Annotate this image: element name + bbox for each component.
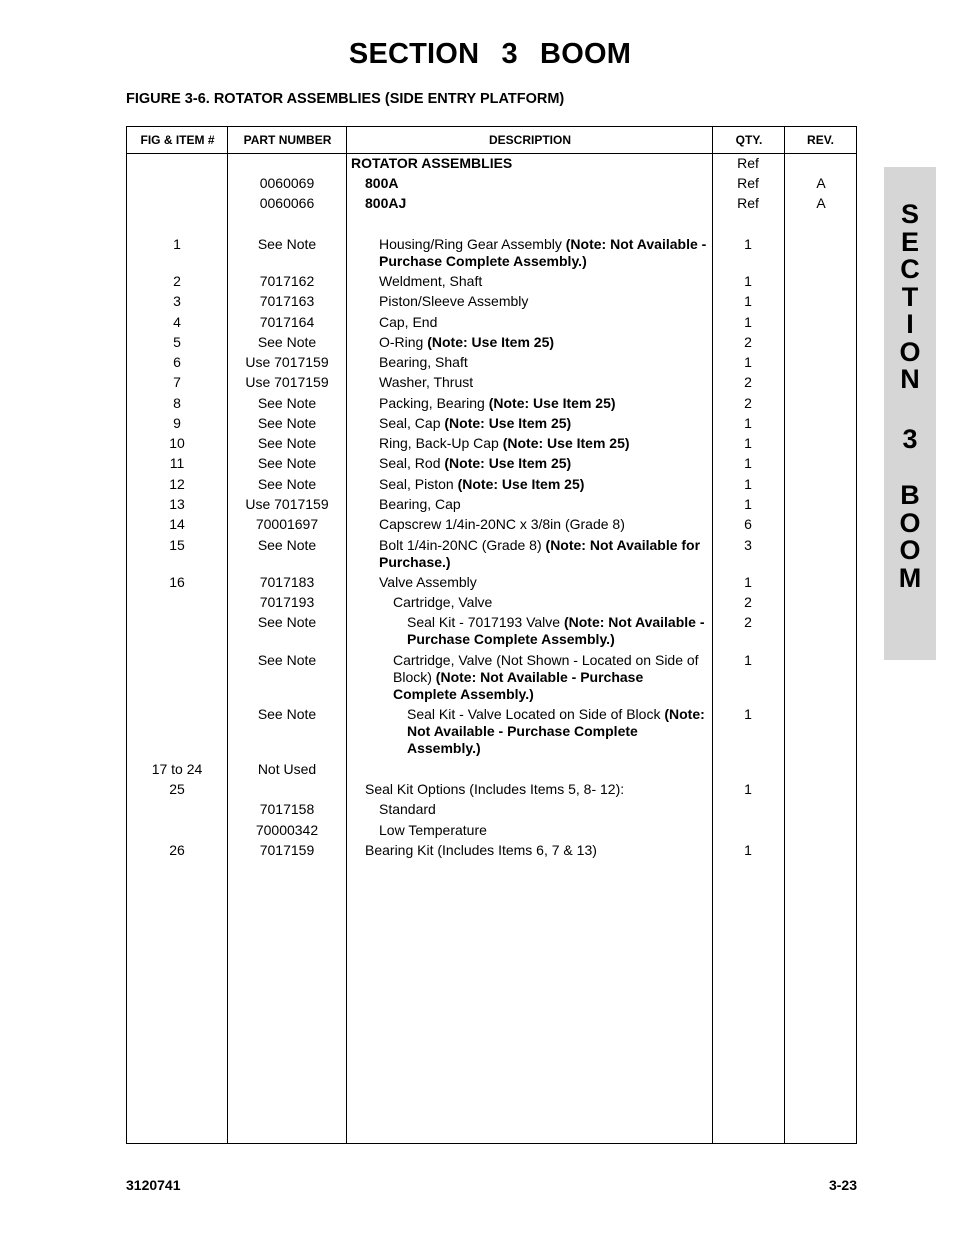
part-number-cell: See Note xyxy=(257,537,317,553)
description-text: Seal Kit - Valve Located on Side of Block xyxy=(407,706,665,722)
column-header-qty: QTY. xyxy=(713,127,785,154)
description-note: (Note: Not Available - Purchase Complete Assembly.) xyxy=(379,236,707,269)
fig-item-cell: 25 xyxy=(169,781,185,797)
column-header-part-number: PART NUMBER xyxy=(228,127,347,154)
part-number-cell: 0060069 xyxy=(259,175,315,191)
qty-cell: 1 xyxy=(744,476,752,492)
part-number-cell: 70000342 xyxy=(255,822,319,838)
fig-item-cell: 8 xyxy=(173,395,181,411)
part-number-cell: 0060066 xyxy=(259,195,315,211)
description-text: Seal Kit Options (Includes Items 5, 8- 12): xyxy=(365,781,625,797)
description-cell xyxy=(351,652,709,703)
description-text: ROTATOR ASSEMBLIES xyxy=(351,155,513,171)
side-tab-letter: O xyxy=(899,508,921,538)
fig-item-cell: 3 xyxy=(173,293,181,309)
rev-cell: A xyxy=(816,195,826,211)
description-cell xyxy=(351,175,709,192)
description-text: Piston/Sleeve Assembly xyxy=(379,293,529,309)
description-note: (Note: Not Available - Purchase Complete Assembly.) xyxy=(407,614,705,647)
section-title: SECTION 3 BOOM xyxy=(348,38,632,70)
description-text: Ring, Back-Up Cap xyxy=(379,435,503,451)
column-divider xyxy=(346,127,347,1143)
description-text: Packing, Bearing xyxy=(379,395,489,411)
description-text: Valve Assembly xyxy=(379,574,477,590)
qty-cell: 2 xyxy=(744,614,752,630)
qty-cell: 1 xyxy=(744,415,752,431)
description-text: Bolt 1/4in-20NC (Grade 8) xyxy=(379,537,546,553)
description-cell xyxy=(351,781,709,798)
side-tab-letter: E xyxy=(900,227,919,257)
description-cell xyxy=(351,574,709,591)
qty-cell: 1 xyxy=(744,496,752,512)
fig-item-cell: 14 xyxy=(169,516,185,532)
part-number-cell: 7017183 xyxy=(259,574,315,590)
description-cell xyxy=(351,374,709,391)
description-cell xyxy=(351,801,709,818)
description-text: Seal Kit - 7017193 Valve xyxy=(407,614,564,630)
part-number-cell: See Note xyxy=(257,334,317,350)
side-tab-letter: O xyxy=(899,535,921,565)
description-cell xyxy=(351,334,709,351)
fig-item-cell: 5 xyxy=(173,334,181,350)
qty-cell: 1 xyxy=(744,652,752,668)
fig-item-cell: 16 xyxy=(169,574,185,590)
part-number-cell: 7017158 xyxy=(259,801,315,817)
part-number-cell: Not Used xyxy=(257,761,317,777)
part-number-cell: See Note xyxy=(257,652,317,668)
description-cell xyxy=(351,614,709,648)
qty-cell: 1 xyxy=(744,574,752,590)
fig-item-cell: 2 xyxy=(173,273,181,289)
description-text: Standard xyxy=(379,801,436,817)
fig-item-cell: 12 xyxy=(169,476,185,492)
column-divider xyxy=(784,127,785,1143)
part-number-cell: See Note xyxy=(257,476,317,492)
qty-cell: 2 xyxy=(744,334,752,350)
description-text: Cap, End xyxy=(379,314,438,330)
fig-item-cell: 9 xyxy=(173,415,181,431)
qty-cell: 2 xyxy=(744,395,752,411)
part-number-cell: 7017159 xyxy=(259,842,315,858)
qty-cell: Ref xyxy=(737,155,759,171)
qty-cell: 1 xyxy=(744,706,752,722)
side-tab-letter: B xyxy=(900,480,920,510)
figure-title: FIGURE 3-6. ROTATOR ASSEMBLIES (SIDE ENTRY PLATFORM) xyxy=(126,91,565,107)
qty-cell: 1 xyxy=(744,842,752,858)
description-cell xyxy=(351,706,709,757)
fig-item-cell: 1 xyxy=(173,236,181,252)
description-note: (Note: Use Item 25) xyxy=(444,455,572,471)
description-text: Bearing Kit (Includes Items 6, 7 & 13) xyxy=(365,842,597,858)
part-number-cell: 7017162 xyxy=(259,273,315,289)
parts-table xyxy=(126,126,857,1144)
description-text: Cartridge, Valve xyxy=(393,594,493,610)
side-tab-letter: T xyxy=(901,282,919,312)
side-tab-letter: S xyxy=(900,199,919,229)
page-number: 3-23 xyxy=(828,1177,857,1193)
column-header-description: DESCRIPTION xyxy=(347,127,713,154)
description-cell xyxy=(351,236,709,270)
qty-cell: Ref xyxy=(737,195,759,211)
description-text: Seal, Rod xyxy=(379,455,445,471)
qty-cell: 6 xyxy=(744,516,752,532)
description-cell xyxy=(351,293,709,310)
part-number-cell: See Note xyxy=(257,236,317,252)
fig-item-cell: 6 xyxy=(173,354,181,370)
description-cell xyxy=(351,842,709,859)
description-note: (Note: Use Item 25) xyxy=(427,334,555,350)
description-cell xyxy=(351,537,709,571)
fig-item-cell: 11 xyxy=(169,455,185,471)
part-number-cell: See Note xyxy=(257,614,317,630)
part-number-cell: 7017163 xyxy=(259,293,315,309)
description-cell xyxy=(351,273,709,290)
description-text: Bearing, Cap xyxy=(379,496,461,512)
part-number-cell: Use 7017159 xyxy=(245,374,329,390)
side-tab-letter: M xyxy=(898,563,922,593)
description-note: (Note: Use Item 25) xyxy=(488,395,616,411)
description-text: 800A xyxy=(365,175,399,191)
side-tab-letter: O xyxy=(899,337,921,367)
description-text: Seal, Cap xyxy=(379,415,445,431)
qty-cell: 1 xyxy=(744,435,752,451)
fig-item-cell: 26 xyxy=(169,842,185,858)
description-text: Low Temperature xyxy=(379,822,487,838)
rev-cell: A xyxy=(816,175,826,191)
part-number-cell: 7017164 xyxy=(259,314,315,330)
part-number-cell: See Note xyxy=(257,415,317,431)
description-cell xyxy=(351,155,709,172)
description-note: (Note: Use Item 25) xyxy=(444,415,572,431)
description-cell xyxy=(351,195,709,212)
qty-cell: 2 xyxy=(744,374,752,390)
description-text: Housing/Ring Gear Assembly xyxy=(379,236,566,252)
qty-cell: 1 xyxy=(744,781,752,797)
qty-cell: 1 xyxy=(744,455,752,471)
description-cell xyxy=(351,516,709,533)
description-text: Cartridge, Valve (Not Shown - Located on Side of Block) xyxy=(393,652,699,685)
part-number-cell: 7017193 xyxy=(259,594,315,610)
description-text: 800AJ xyxy=(365,195,407,211)
description-cell xyxy=(351,594,709,611)
description-text: Weldment, Shaft xyxy=(379,273,483,289)
qty-cell: 1 xyxy=(744,314,752,330)
qty-cell: 1 xyxy=(744,236,752,252)
side-tab-letter: N xyxy=(900,364,920,394)
description-text: Capscrew 1/4in-20NC x 3/8in (Grade 8) xyxy=(379,516,625,532)
description-cell xyxy=(351,822,709,839)
description-text: Bearing, Shaft xyxy=(379,354,468,370)
description-cell xyxy=(351,455,709,472)
fig-item-cell: 10 xyxy=(169,435,185,451)
qty-cell: 3 xyxy=(744,537,752,553)
part-number-cell: Use 7017159 xyxy=(245,496,329,512)
description-note: (Note: Not Available for Purchase.) xyxy=(379,537,701,570)
description-cell xyxy=(351,476,709,493)
description-cell xyxy=(351,354,709,371)
description-text: Washer, Thrust xyxy=(379,374,474,390)
description-text: O-Ring xyxy=(379,334,428,350)
part-number-cell: See Note xyxy=(257,706,317,722)
side-tab-letter: C xyxy=(900,254,920,284)
description-text: Seal, Piston xyxy=(379,476,458,492)
description-cell xyxy=(351,415,709,432)
fig-item-cell: 4 xyxy=(173,314,181,330)
qty-cell: 1 xyxy=(744,273,752,289)
description-cell xyxy=(351,395,709,412)
description-cell xyxy=(351,496,709,513)
description-note: (Note: Not Available - Purchase Complete Assembly.) xyxy=(393,669,644,702)
fig-item-cell: 17 to 24 xyxy=(151,761,203,777)
column-header-fig-item: FIG & ITEM # xyxy=(127,127,228,154)
fig-item-cell: 15 xyxy=(169,537,185,553)
fig-item-cell: 7 xyxy=(173,374,181,390)
side-tab-letter: 3 xyxy=(902,424,918,454)
description-note: (Note: Use Item 25) xyxy=(457,476,585,492)
description-cell xyxy=(351,314,709,331)
description-note: (Note: Not Available - Purchase Complete Assembly.) xyxy=(407,706,705,756)
fig-item-cell: 13 xyxy=(169,496,185,512)
description-cell xyxy=(351,435,709,452)
section-side-tab xyxy=(884,167,936,660)
part-number-cell: See Note xyxy=(257,435,317,451)
document-number: 3120741 xyxy=(126,1177,181,1193)
description-note: (Note: Use Item 25) xyxy=(502,435,630,451)
part-number-cell: Use 7017159 xyxy=(245,354,329,370)
qty-cell: Ref xyxy=(737,175,759,191)
qty-cell: 2 xyxy=(744,594,752,610)
part-number-cell: See Note xyxy=(257,455,317,471)
qty-cell: 1 xyxy=(744,293,752,309)
part-number-cell: 70001697 xyxy=(255,516,319,532)
part-number-cell: See Note xyxy=(257,395,317,411)
side-tab-letter: I xyxy=(906,309,914,339)
qty-cell: 1 xyxy=(744,354,752,370)
column-header-rev: REV. xyxy=(785,127,856,154)
